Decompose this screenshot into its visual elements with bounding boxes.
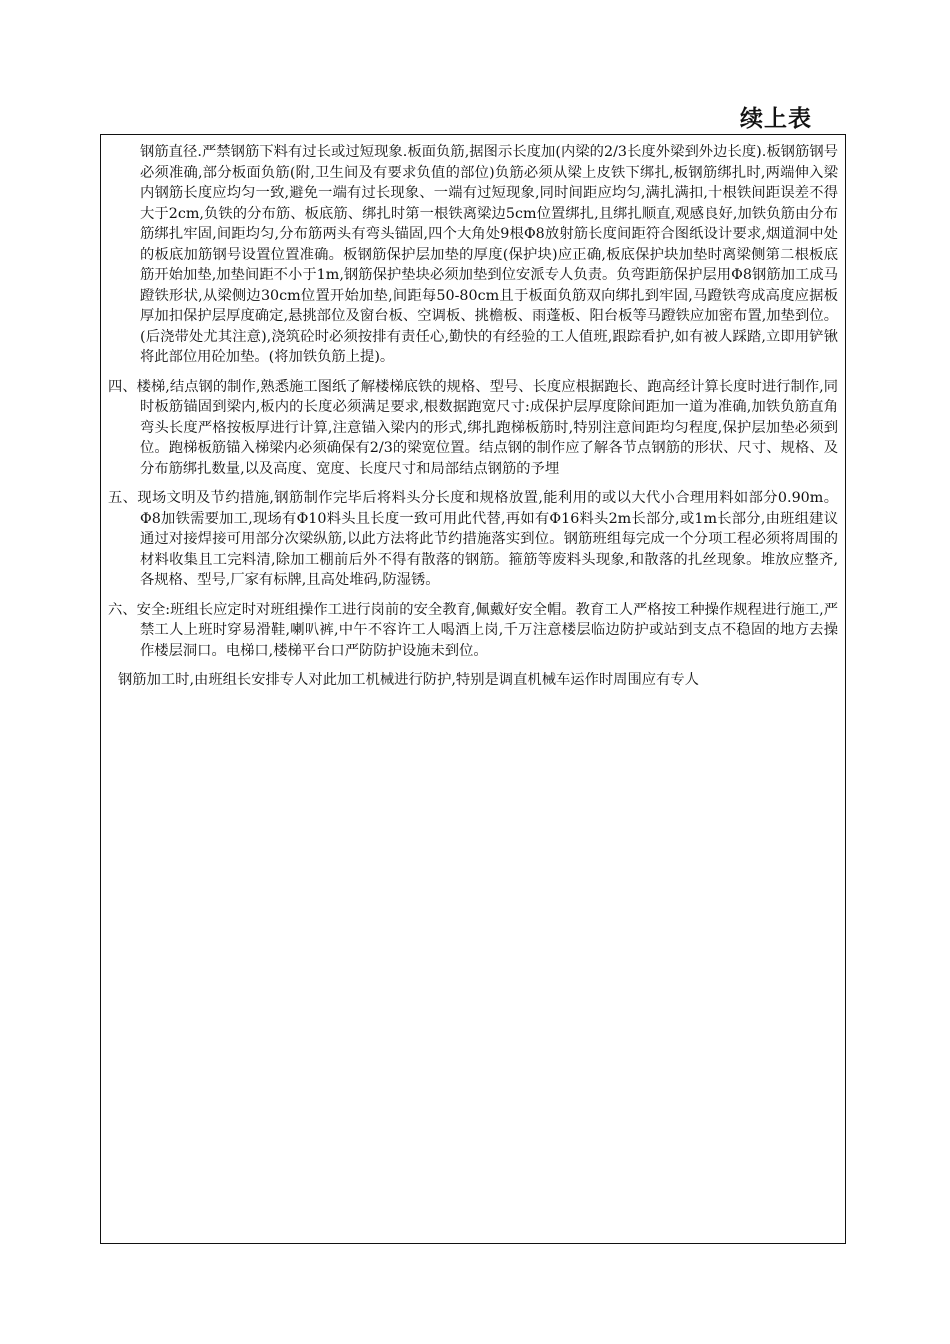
document-body: [108, 142, 838, 700]
paragraph-rebar-continued: 钢筋直径.严禁钢筋下料有过长或过短现象.板面负筋,据图示长度加(内梁的2/3长度外梁到外边长度).板钢筋钢号必须准确,部分板面负筋(附,卫生间及有要求负值的部位)负筋必须从梁上皮铁下绑扎,板钢筋绑扎时,两端伸入梁内钢筋长度应均匀一致,避免一端有过长现象、一端有过短现象,同时间距应均匀,满扎满扣,十根铁间距误差不得大于2cm,负铁的分布筋、板底筋、绑扎时第一根铁离梁边5cm位置绑扎,且绑扎顺直,观感良好,加铁负筋由分布筋绑扎牢固,间距均匀,分布筋两头有弯头锚固,四个大角处9根Φ8放射筋长度间距符合图纸设计要求,烟道洞中处的板底加筋钢号设置位置准确。板钢筋保护层加垫的厚度(保护块)应正确,板底保护块加垫时离梁侧第二根板底筋开始加垫,加垫间距不小于1m,钢筋保护垫块必须加垫到位安派专人负责。负弯距筋保护层用Φ8钢筋加工成马蹬铁形状,从梁侧边30cm位置开始加垫,间距每50-80cm且于板面负筋双向绑扎到牢固,马蹬铁弯成高度应据板厚加扣保护层厚度确定,悬挑部位及窗台板、空调板、挑檐板、雨蓬板、阳台板等马蹬铁应加密布置,加垫到位。(后浇带处尤其注意),浇筑砼时必须按排有责任心,勤快的有经验的工人值班,跟踪看护,如有被人踩踏,立即用铲锹将此部位用砼加垫。(将加铁负筋上提)。: [140, 144, 838, 365]
paragraph-stairs: 四、楼梯,结点钢的制作,熟悉施工图纸了解楼梯底铁的规格、型号、长度应根据跑长、跑高经计算长度时进行制作,同时板筋锚固到梁内,板内的长度必须满足要求,根数据跑宽尺寸:成保护层厚度除间距加一道为准确,加铁负筋直角弯头长度严格按板厚进行计算,注意锚入梁内的形式,绑扎跑梯板筋时,特别注意间距均匀程度,保护层加垫必须到位。跑梯板筋锚入梯梁内必须确保有2/3的梁宽位置。结点钢的制作应了解各节点钢筋的形状、尺寸、规格、及分布筋绑扎数量,以及高度、宽度、长度尺寸和局部结点钢筋的予埋: [108, 378, 838, 477]
page-title: 续上表: [740, 106, 812, 132]
paragraph-safety: 六、安全:班组长应定时对班组操作工进行岗前的安全教育,佩戴好安全帽。教育工人严格按工种操作规程进行施工,严禁工人上班时穿易滑鞋,喇叭裤,中午不容许工人喝酒上岗,千万注意楼层临边防护或站到支点不稳固的地方去操作楼层洞口。电梯口,楼梯平台口严防防护设施未到位。: [108, 601, 838, 659]
paragraph-site-civilization: 五、现场文明及节约措施,钢筋制作完毕后将料头分长度和规格放置,能利用的或以大代小合理用料如部分0.90m。Φ8加铁需要加工,现场有Φ10料头且长度一致可用此代替,再如有Φ16料头2m长部分,或1m长部分,由班组建议通过对接焊接可用部分次梁纵筋,以此方法将此节约措施落实到位。钢筋班组每完成一个分项工程必须将周围的材料收集且工完料清,除加工棚前后外不得有散落的钢筋。箍筋等废料头现象,和散落的扎丝现象。堆放应整齐,各规格、型号,厂家有标牌,且高处堆码,防湿锈。: [108, 490, 838, 588]
paragraph-processing-protection: 钢筋加工时,由班组长安排专人对此加工机械进行防护,特别是调直机械车运作时周围应有专人: [118, 672, 699, 688]
